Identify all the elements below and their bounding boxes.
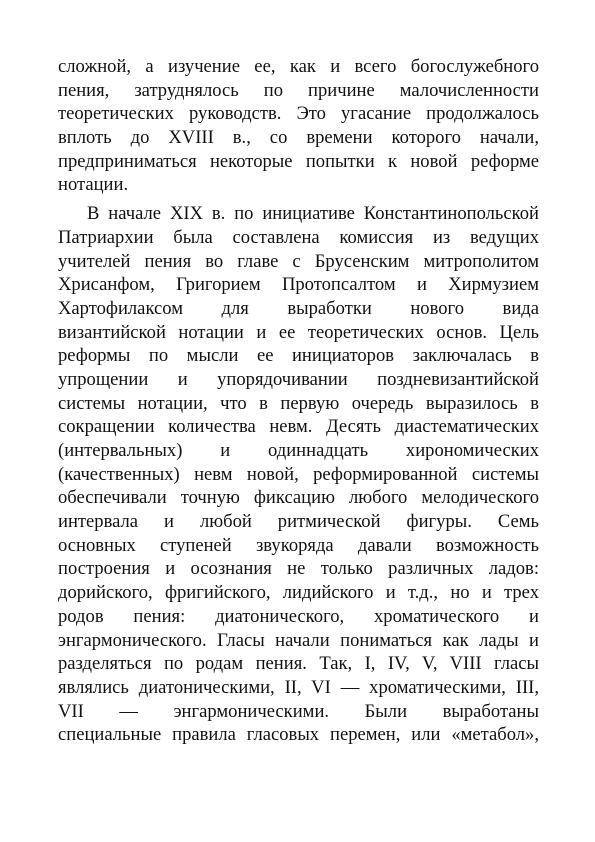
text-line: предприниматься некоторые попытки к новой реформе [58, 150, 539, 172]
document-page [58, 55, 539, 747]
text-line: Хрисанфом, Григорием Протопсалтом и Хирмузием [58, 274, 539, 296]
text-line: вплоть до XVIII в., со времени которого начали, [58, 127, 539, 149]
text-line: В начале XIX в. по инициативе Константинопольской [87, 203, 539, 225]
text-line: (интервальных) и одиннадцать хирономических [58, 440, 539, 461]
text-line: системы нотации, что в первую очередь выразилось в [58, 392, 539, 414]
text-line: теоретических руководств. Это угасание продолжалось [58, 103, 539, 125]
text-line: учителей пения во главе с Брусенским митрополитом [58, 250, 539, 272]
text-line: Хартофилаксом для выработки нового вида [58, 297, 539, 319]
text-line: пения, затруднялось по причине малочисленности [58, 79, 539, 101]
text-line: сложной, а изучение ее, как и всего богослужебного [58, 56, 539, 77]
paragraph-1 [58, 55, 539, 197]
text-line: (качественных) невм новой, реформированной системы [58, 463, 539, 485]
text-line: нотации. [58, 174, 129, 196]
text-line: упрощении и упорядочивании поздневизантийской [58, 368, 539, 390]
text-line: разделяться по родам пения. Так, I, IV, V, VIII гласы [58, 653, 539, 675]
text-line: Патриархии была составлена комиссия из ведущих [58, 226, 539, 248]
text-line: дорийского, фригийского, лидийского и т.д., но и трех [58, 582, 539, 604]
text-line: родов пения: диатонического, хроматического и [58, 605, 539, 627]
text-line: построения и осознания не только различных ладов: [58, 558, 539, 580]
text-line: специальные правила гласовых перемен, или «метабол», [58, 724, 539, 746]
text-line: реформы по мысли ее инициаторов заключалась в [58, 345, 539, 367]
paragraph-2 [58, 202, 539, 747]
text-line: византийской нотации и ее теоретических основ. Цель [58, 321, 539, 343]
text-line: обеспечивали точную фиксацию любого мелодического [58, 487, 539, 509]
text-line: основных ступеней звукоряда давали возможность [58, 534, 539, 556]
text-line: интервала и любой ритмической фигуры. Семь [58, 511, 539, 533]
text-line: являлись диатоническими, II, VI — хроматическими, III, [58, 676, 539, 698]
text-line: VII — энгармоническими. Были выработаны [58, 700, 539, 722]
text-line: энгармонического. Гласы начали пониматься как лады и [58, 629, 539, 651]
text-line: сокращении количества невм. Десять диастематических [58, 416, 539, 438]
